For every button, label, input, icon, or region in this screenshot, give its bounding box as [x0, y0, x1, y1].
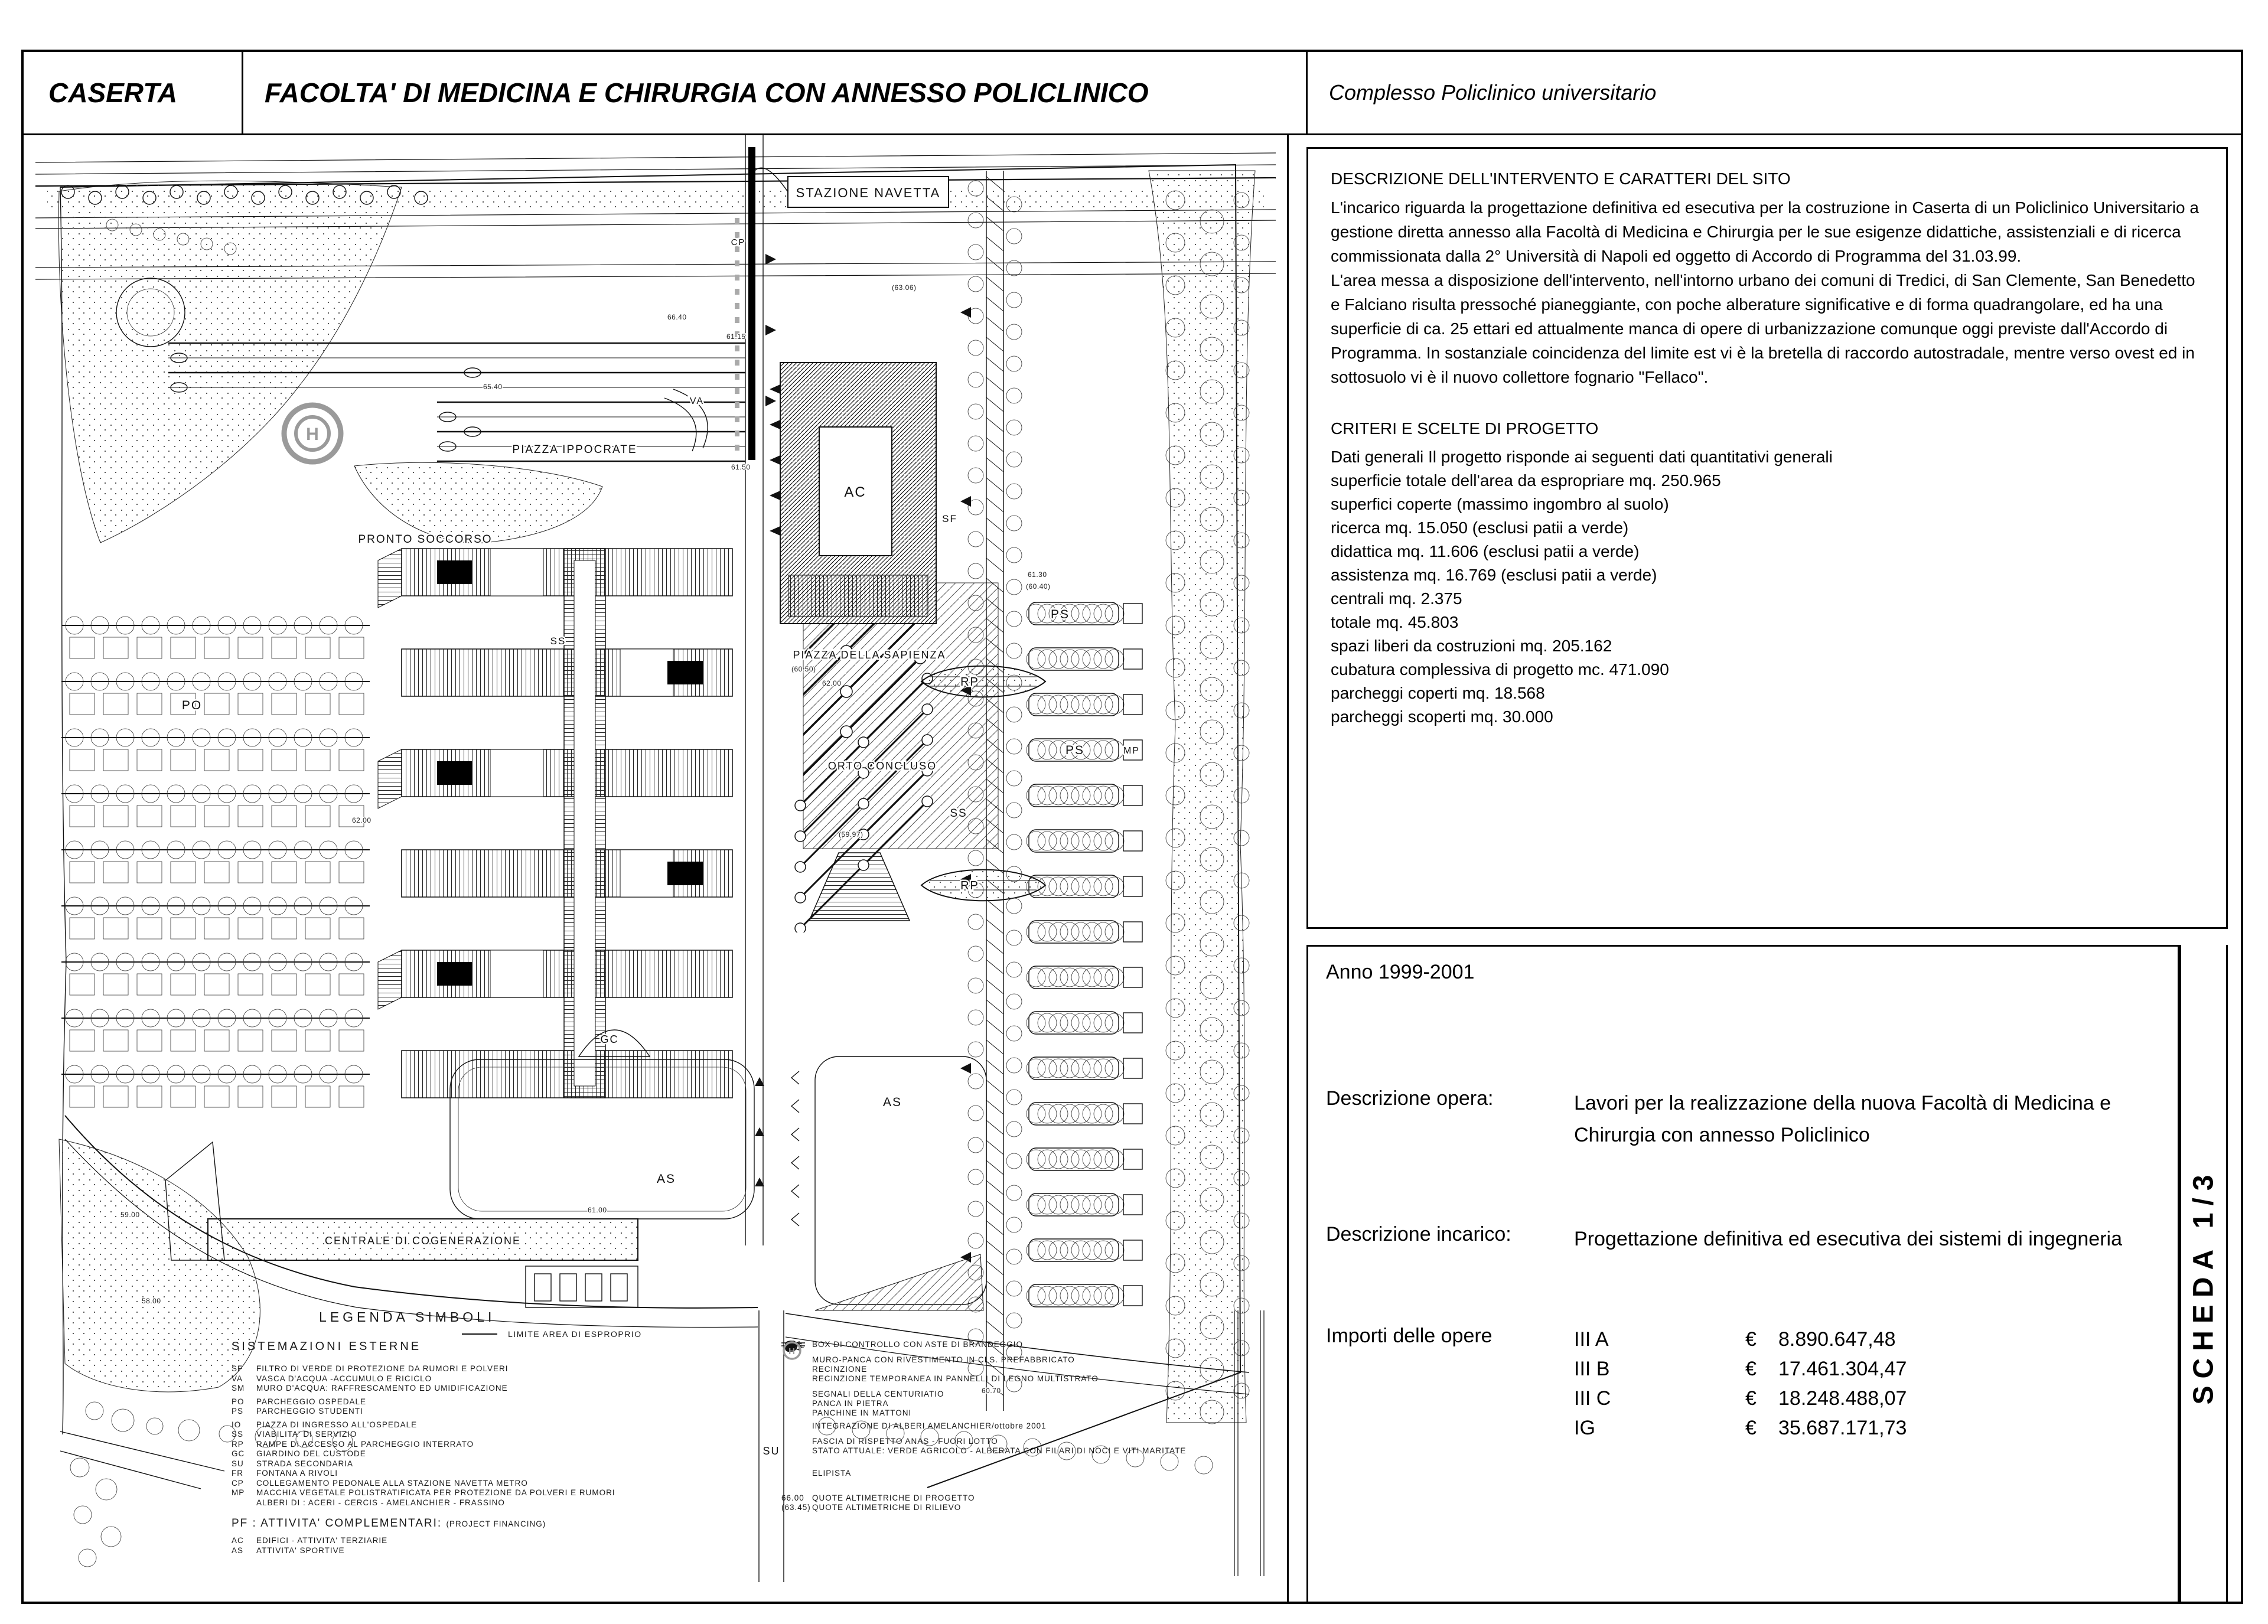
- legend-symbol-row: RECINZIONE: [812, 1365, 868, 1374]
- hospital-parking-rows: [61, 617, 370, 1107]
- legend-section-title: SISTEMAZIONI ESTERNE: [232, 1340, 422, 1353]
- green-area-northwest: [58, 181, 402, 543]
- incarico-label: Descrizione incarico:: [1326, 1223, 1511, 1245]
- city-label: CASERTA: [48, 77, 178, 108]
- legend-title: LEGENDA SIMBOLI: [319, 1309, 496, 1325]
- legend-limite-row: [462, 1329, 642, 1339]
- legend-item: GC GIARDINO DEL CUSTODE: [232, 1449, 366, 1458]
- incarico-row: [1326, 1223, 2166, 1255]
- legend-item: AS ATTIVITA' SPORTIVE: [232, 1545, 345, 1555]
- legend-item: PS PARCHEGGIO STUDENTI: [232, 1407, 363, 1416]
- quota: 61.30: [1028, 570, 1047, 579]
- importo-amount: 35.687.171,73: [1778, 1417, 1907, 1439]
- label-gc: GC: [600, 1033, 619, 1045]
- legend-pf-title: PF : ATTIVITA' COMPLEMENTARI: (PROJECT FINANCING): [232, 1517, 546, 1530]
- legend-symbol-row: PANCHINE IN MATTONI: [781, 1408, 1289, 1418]
- label-ps-north: PS: [1050, 608, 1070, 621]
- quota: (63.06): [892, 283, 917, 292]
- criteria-line: ricerca mq. 15.050 (esclusi patii a verde): [1331, 518, 1629, 537]
- label-helipad-h: H: [306, 425, 319, 444]
- hospital-buildings: [378, 549, 732, 1098]
- importi-label: Importi delle opere: [1326, 1325, 1493, 1347]
- label-mp: MP: [1123, 746, 1140, 756]
- label-as-west: AS: [656, 1172, 676, 1186]
- year-label: Anno 1999-2001: [1326, 961, 1475, 983]
- legend-item: SS VIABILITA' DI SERVIZIO: [232, 1430, 357, 1439]
- legend-symbol-row: BOX DI CONTROLLO CON ASTE DI BRANDEGGIO: [781, 1340, 1289, 1349]
- label-rp-south: RP: [960, 879, 979, 892]
- description-panel: [1306, 147, 2228, 929]
- scheda-number: SCHEDA 1/3: [2188, 1168, 2220, 1405]
- criteria-line: superficie totale dell'area da espropriare mq. 250.965: [1331, 471, 1721, 490]
- quota: 61.50: [731, 463, 751, 471]
- importi-row: [1326, 1325, 2166, 1443]
- legend-symbol-row: PANCA IN PIETRA: [781, 1399, 1289, 1408]
- importo-row: IG € 35.687.171,73: [1574, 1413, 2166, 1443]
- legend-item: MP MACCHIA VEGETALE POLISTRATIFICATA PER PROTEZIONE DA POLVERI E RUMORI: [232, 1488, 615, 1497]
- legend-item: AC EDIFICI - ATTIVITA' TERZIARIE: [232, 1536, 388, 1545]
- criteria-line: Dati generali Il progetto risponde ai seguenti dati quantitativi generali: [1331, 448, 1833, 466]
- legend-symbol-row: INTEGRAZIONE DI ALBERI AMELANCHIER/ottobre 2001: [781, 1421, 1289, 1431]
- description-paragraph-2: L'area messa a disposizione dell'intervento, nell'intorno urbano dei comuni di Tredici, di San Clemente, San Benedetto e Falciano risulta pressoché pianeggiante, con poche alberature significative e di forma quadrangolare, ed ha una superficie di ca. 25 ettari ed attualmente manca di opere di urbanizzazione comunque oggi previste dall'Accordo di Programma. In sostanziale coincidenza del limite est vi è la bretella di raccordo autostradale, mentre verso ovest ed in sottosuolo vi è il nuovo collettore fognario "Fellaco".: [1331, 271, 2195, 386]
- description-title: DESCRIZIONE DELL'INTERVENTO E CARATTERI DEL SITO: [1331, 169, 1791, 188]
- criteria-line: assistenza mq. 16.769 (esclusi patii a verde): [1331, 566, 1657, 584]
- legend-item: ALBERI DI : ACERI - CERCIS - AMELANCHIER - FRASSINO: [256, 1498, 505, 1507]
- criteria-line: parcheggi scoperti mq. 30.000: [1331, 707, 1553, 726]
- importo-row: III B € 17.461.304,47: [1574, 1354, 2166, 1384]
- scheda-strip: [2179, 945, 2228, 1602]
- svg-text:H: H: [788, 1346, 796, 1356]
- legend-symbol-row: (63.45) QUOTE ALTIMETRICHE DI RILIEVO: [781, 1503, 962, 1512]
- project-subtitle: Complesso Policlinico universitario: [1329, 80, 1657, 105]
- label-centrale-cogenerazione: CENTRALE DI COGENERAZIONE: [324, 1235, 522, 1247]
- label-rp-north: RP: [960, 676, 979, 689]
- legend-item: SU STRADA SECONDARIA: [232, 1459, 354, 1468]
- legend-symbol-row: STATO ATTUALE: VERDE AGRICOLO - ALBERATA CON FILARI DI NOCI E VITI MARITATE: [812, 1446, 1187, 1455]
- label-ac: AC: [844, 484, 866, 500]
- criteria-line: superfici coperte (massimo ingombro al suolo): [1331, 495, 1669, 513]
- label-ps-south: PS: [1065, 743, 1085, 757]
- incarico-text: Progettazione definitiva ed esecutiva dei sistemi di ingegneria: [1574, 1228, 2122, 1250]
- embankment: [815, 1254, 983, 1310]
- field-edge-ticks: [755, 1071, 799, 1226]
- importo-amount: 8.890.647,48: [1778, 1328, 1896, 1351]
- label-orto-concluso: ORTO CONCLUSO: [827, 760, 937, 772]
- importo-row: III A € 8.890.647,48: [1574, 1325, 2166, 1354]
- importo-amount: 17.461.304,47: [1778, 1358, 1907, 1380]
- legend-item: RP RAMPE DI ACCESSO AL PARCHEGGIO INTERRATO: [232, 1439, 474, 1449]
- quota: 61.15: [726, 332, 746, 341]
- criteria-line: cubatura complessiva di progetto mc. 471.090: [1331, 660, 1669, 679]
- label-pronto-soccorso: PRONTO SOCCORSO: [358, 533, 493, 546]
- label-po: PO: [181, 699, 203, 712]
- project-title: FACOLTA' DI MEDICINA E CHIRURGIA CON ANNESSO POLICLINICO: [265, 77, 1149, 108]
- criteria-line: centrali mq. 2.375: [1331, 589, 1462, 608]
- legend-symbol-row: SEGNALI DELLA CENTURIATIO: [781, 1390, 1289, 1399]
- label-ss-west: SS: [550, 635, 566, 647]
- student-parking-rows: [1027, 602, 1142, 1307]
- legend-item: VA VASCA D'ACQUA -ACCUMULO E RICICLO: [232, 1374, 432, 1383]
- label-ss-east: SS: [950, 807, 967, 820]
- label-su: SU: [762, 1445, 780, 1457]
- opera-row: [1326, 1087, 2166, 1151]
- quota: (60.50): [791, 665, 816, 673]
- legend-item: IO PIAZZA DI INGRESSO ALL'OSPEDALE: [232, 1420, 418, 1429]
- importo-amount: 18.248.488,07: [1778, 1387, 1907, 1410]
- survey-elevation-sample: (63.45): [781, 1503, 811, 1512]
- info-panel: [1306, 945, 2179, 1602]
- quota: 60.70: [982, 1387, 1001, 1395]
- project-title-cell: [243, 52, 1308, 133]
- limite-line-symbol: [462, 1333, 497, 1335]
- criteria-line: parcheggi coperti mq. 18.568: [1331, 684, 1545, 702]
- legend-item: PO PARCHEGGIO OSPEDALE: [232, 1397, 367, 1406]
- quota: (60.40): [1026, 582, 1051, 591]
- legend-symbol-row: RECINZIONE TEMPORANEA IN PANNELLI DI LEGNO MULTISTRATO: [812, 1374, 1099, 1383]
- city-cell: [24, 52, 243, 133]
- label-piazza-ippocrate: PIAZZA IPPOCRATE: [512, 443, 637, 456]
- quota: 62.00: [352, 816, 372, 824]
- label-as-east: AS: [882, 1095, 902, 1109]
- quota: 62.00: [822, 679, 842, 687]
- quota: 61.00: [588, 1206, 607, 1214]
- quota: 58.00: [142, 1297, 161, 1305]
- criteria-line: spazi liberi da costruzioni mq. 205.162: [1331, 637, 1612, 655]
- legend-symbol-row: MURO-PANCA CON RIVESTIMENTO IN CLS. PREFABBRICATO: [781, 1355, 1289, 1365]
- scheda-sheet: [21, 50, 2243, 1604]
- direction-arrows: [765, 254, 780, 536]
- legend-symbol-row: 66.00 QUOTE ALTIMETRICHE DI PROGETTO: [781, 1493, 975, 1502]
- legend-symbol-row: H ELIPISTA: [781, 1469, 1289, 1478]
- importi-table: [1574, 1325, 2166, 1443]
- green-area-center: [354, 462, 602, 543]
- south-boundary-lines: [60, 1431, 224, 1489]
- legend-symbols: [781, 1340, 1289, 1512]
- project-subtitle-cell: [1308, 52, 2241, 133]
- legend-item: SF FILTRO DI VERDE DI PROTEZIONE DA RUMORI E POLVERI: [232, 1364, 509, 1373]
- limite-label: LIMITE AREA DI ESPROPRIO: [508, 1329, 642, 1339]
- label-va: VA: [689, 396, 705, 406]
- quota: 65.40: [483, 383, 503, 391]
- legend-symbol-row: FASCIA DI RISPETTO ANAS - FUORI LOTTO: [781, 1437, 1289, 1446]
- legend-item: CP COLLEGAMENTO PEDONALE ALLA STAZIONE NAVETTA METRO: [232, 1478, 528, 1488]
- label-stazione-navetta: STAZIONE NAVETTA: [796, 185, 941, 200]
- title-block: [24, 52, 2241, 135]
- label-cp: CP: [731, 237, 746, 247]
- label-sf: SF: [942, 513, 957, 524]
- site-plan-panel: [24, 135, 1289, 1602]
- importo-row: III C € 18.248.488,07: [1574, 1384, 2166, 1413]
- label-piazza-sapienza: PIAZZA DELLA SAPIENZA: [793, 649, 946, 661]
- project-elevation-sample: 66.00: [781, 1493, 804, 1502]
- quota: 59.00: [120, 1211, 140, 1219]
- description-paragraph-1: L'incarico riguarda la progettazione definitiva ed esecutiva per la costruzione in Caserta di un Policlinico Universitario a gestione diretta annesso alla Facoltà di Medicina e Chirurgia per le sue esigenze didattiche, assistenziali e di ricerca commissionata dalla 2° Università di Napoli ed oggetto di Accordo di Programma del 31.03.99.: [1331, 198, 2199, 265]
- criteria-line: totale mq. 45.803: [1331, 613, 1459, 631]
- legend-sistemazioni: [232, 1340, 692, 1555]
- opera-text: Lavori per la realizzazione della nuova Facoltà di Medicina e Chirurgia con annesso Policlinico: [1574, 1092, 2111, 1146]
- quota: 66.40: [667, 313, 687, 321]
- criteria-line: didattica mq. 11.606 (esclusi patii a verde): [1331, 542, 1640, 560]
- legend-item: SM MURO D'ACQUA: RAFFRESCAMENTO ED UMIDIFICAZIONE: [232, 1384, 508, 1393]
- criteria-title: CRITERI E SCELTE DI PROGETTO: [1331, 419, 1599, 438]
- legend-item: FR FONTANA A RIVOLI: [232, 1469, 338, 1478]
- opera-label: Descrizione opera:: [1326, 1087, 1494, 1110]
- green-band-east: [1149, 171, 1255, 1423]
- green-area-southwest: [59, 1139, 260, 1392]
- quota: (59.97): [839, 830, 863, 839]
